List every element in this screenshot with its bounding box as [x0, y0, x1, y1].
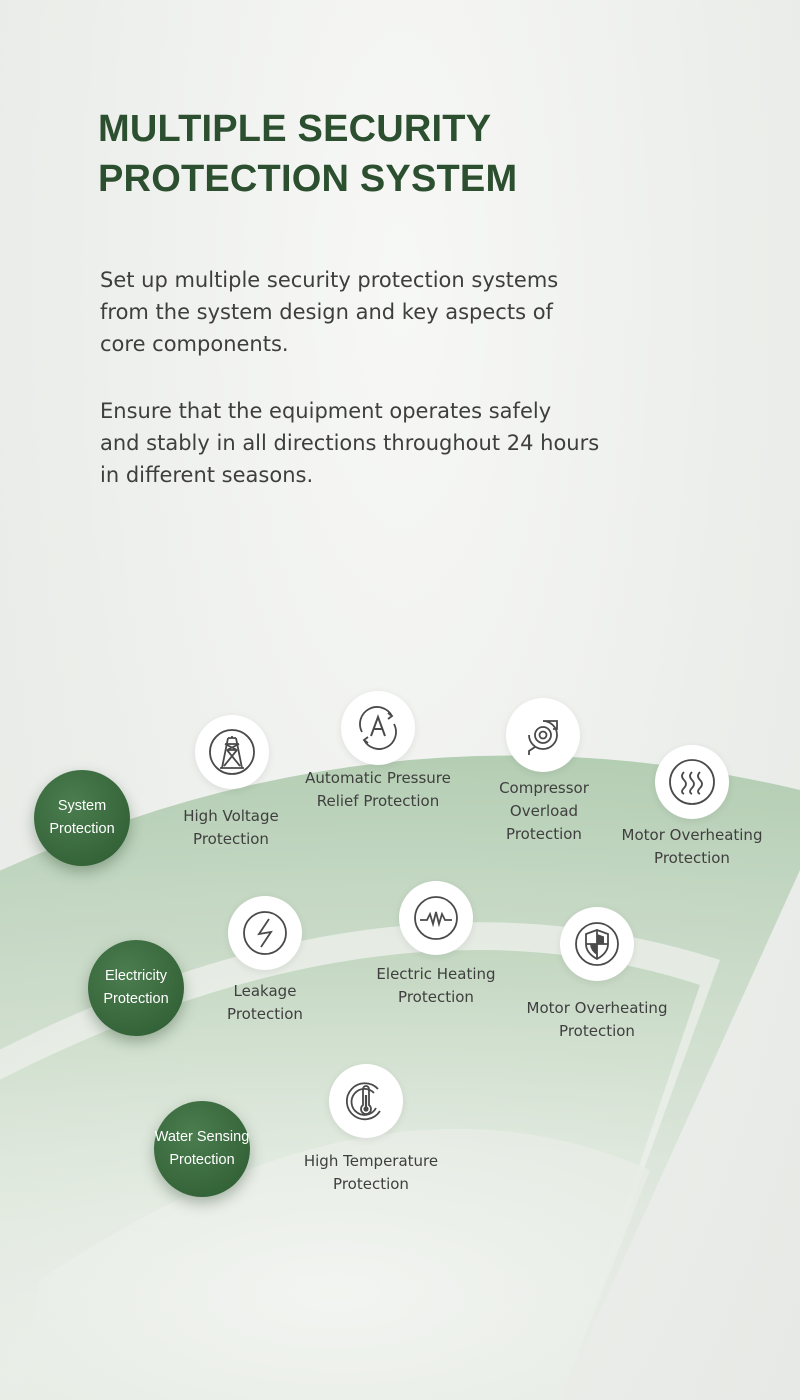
title-line-1: MULTIPLE SECURITY	[98, 108, 492, 150]
item-label-line: High Temperature	[303, 1152, 439, 1170]
item-label-line: Motor Overheating	[526, 999, 668, 1017]
item-label	[175, 980, 355, 1026]
item-label-line: Protection	[559, 1022, 635, 1040]
category-electricity-protection	[88, 940, 184, 1036]
category-label: Electricity	[104, 968, 168, 984]
item-label	[281, 1150, 461, 1196]
item-label-line: Protection	[398, 988, 474, 1006]
detail-line: and stably in all directions throughout 24 hours	[100, 431, 600, 455]
item-label	[507, 997, 687, 1043]
thermometer-icon	[329, 1064, 403, 1138]
lightning-icon	[228, 896, 302, 970]
ampere-cycle-icon	[341, 691, 415, 765]
intro-line: Set up multiple security protection systems	[100, 268, 559, 292]
item-label-line: Compressor	[499, 779, 589, 797]
item-label-line: Protection	[333, 1175, 409, 1193]
item-label-line: Automatic Pressure	[305, 769, 451, 787]
item-label-line: Motor Overheating	[621, 826, 763, 844]
detail-line: in different seasons.	[100, 463, 314, 487]
item-label	[288, 767, 468, 813]
category-system-protection	[34, 770, 130, 866]
item-label	[602, 824, 782, 870]
item-label-line: Leakage	[233, 982, 297, 1000]
item-label-line: Overload	[509, 802, 579, 820]
item-label-line: Protection	[654, 849, 730, 867]
category-water-sensing-protection	[154, 1101, 250, 1197]
item-label-line: Relief Protection	[316, 792, 440, 810]
transmission-tower-icon	[195, 715, 269, 789]
heating-wave-icon	[399, 881, 473, 955]
title-line-2: PROTECTION SYSTEM	[98, 158, 518, 200]
item-label-line: Electric Heating	[376, 965, 496, 983]
category-label: System	[57, 798, 107, 814]
category-label: Protection	[49, 821, 115, 837]
category-label: Water Sensing	[154, 1129, 250, 1145]
item-label-line: Protection	[506, 825, 582, 843]
intro-line: from the system design and key aspects of	[100, 300, 553, 324]
item-label-line: Protection	[227, 1005, 303, 1023]
category-label: Protection	[169, 1152, 235, 1168]
compressor-icon	[506, 698, 580, 772]
item-label-line: High Voltage	[183, 807, 279, 825]
shield-icon	[560, 907, 634, 981]
category-label: Protection	[103, 991, 169, 1007]
item-label-line: Protection	[193, 830, 269, 848]
detail-line: Ensure that the equipment operates safely	[100, 399, 552, 423]
heat-waves-icon	[655, 745, 729, 819]
intro-line: core components.	[100, 332, 289, 356]
item-label	[346, 963, 526, 1009]
